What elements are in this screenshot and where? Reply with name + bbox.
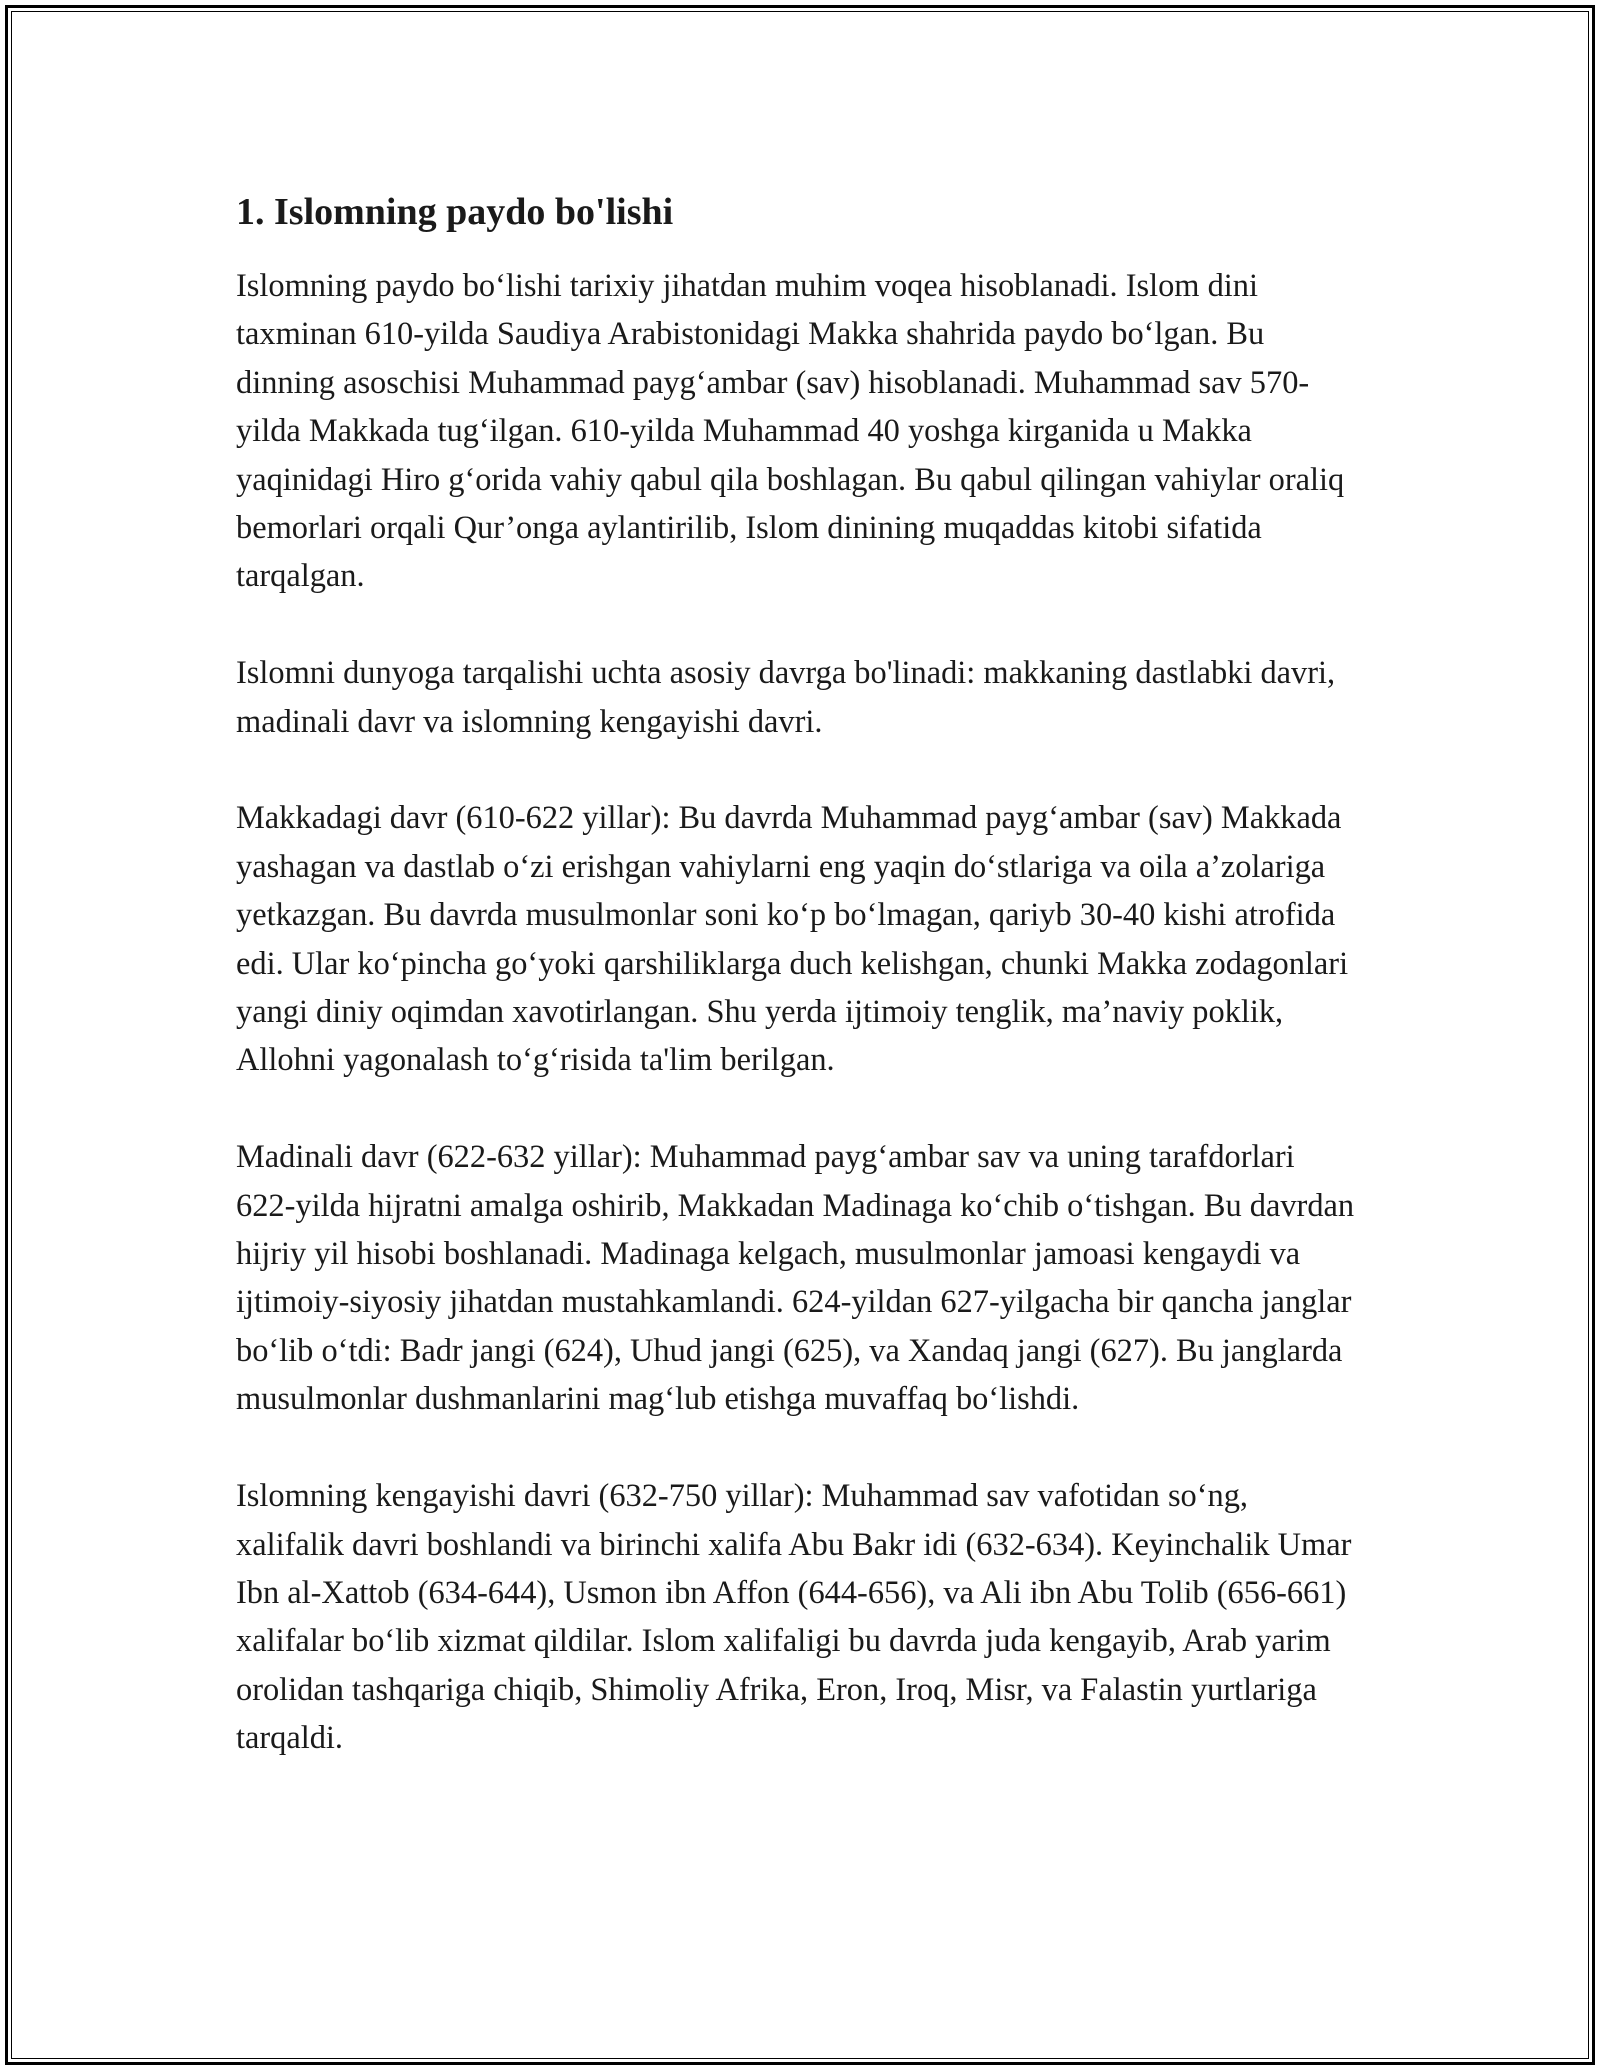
paragraph-madina-period: Madinali davr (622-632 yillar): Muhammad paygʻambar sav va uning tarafdorlari 622-yilda hijratni amalga oshirib, Makkadan Madinaga koʻchib oʻtishgan. Bu davrdan hijriy yil hisobi boshlanadi. Madinaga kelgach, musulmonlar jamoasi kengaydi va ijtimoiy-siyosiy jihatdan mustahkamlandi. 624-yildan 627-yilgacha bir qancha janglar boʻlib oʻtdi: Badr jangi (624), Uhud jangi (625), va Xandaq jangi (627). Bu janglarda musulmonlar dushmanlarini magʻlub etishga muvaffaq boʻlishdi. (236, 1139, 1355, 1418)
paragraph-expansion-period: Islomning kengayishi davri (632-750 yillar): Muhammad sav vafotidan soʻng, xalifalik davri boshlandi va birinchi xalifa Abu Bakr idi (632-634). Keyinchalik Umar Ibn al-Xattob (634-644), Usmon ibn Affon (644-656), va Ali ibn Abu Tolib (656-661) xalifalar boʻlib xizmat qildilar. Islom xalifaligi bu davrda juda kengayib, Arab yarim orolidan tashqariga chiqib, Shimoliy Afrika, Eron, Iroq, Misr, va Falastin yurtlariga tarqaldi. (236, 1478, 1352, 1757)
paragraph-periods: Islomni dunyoga tarqalishi uchta asosiy davrga bo'linadi: makkaning dastlabki davri, madinali davr va islomning kengayishi davri. (236, 655, 1336, 740)
paragraph-origin: Islomning paydo boʻlishi tarixiy jihatdan muhim voqea hisoblanadi. Islom dini taxminan 610-yilda Saudiya Arabistonidagi Makka shahrida paydo boʻlgan. Bu dinning asoschisi Muhammad paygʻambar (sav) hisoblanadi. Muhammad sav 570-yilda Makkada tugʻilgan. 610-yilda Muhammad 40 yoshga kirganida u Makka yaqinidagi Hiro gʻorida vahiy qabul qila boshlagan. Bu qabul qilingan vahiylar oraliq bemorlari orqali Qur’onga aylantirilib, Islom dinining muqaddas kitobi sifatida tarqalgan. (236, 268, 1345, 595)
paragraph-makka-period: Makkadagi davr (610-622 yillar): Bu davrda Muhammad paygʻambar (sav) Makkada yashagan va dastlab oʻzi erishgan vahiylarni eng yaqin doʻstlariga va oila a’zolariga yetkazgan. Bu davrda musulmonlar soni koʻp boʻlmagan, qariyb 30-40 kishi atrofida edi. Ular koʻpincha goʻyoki qarshiliklarga duch kelishgan, chunki Makka zodagonlari yangi diniy oqimdan xavotirlangan. Shu yerda ijtimoiy tenglik, ma’naviy poklik, Allohni yagonalash toʻgʻrisida ta'lim berilgan. (236, 800, 1349, 1079)
document-body (236, 188, 1358, 1811)
section-heading: 1. Islomning paydo bo'lishi (236, 191, 674, 233)
